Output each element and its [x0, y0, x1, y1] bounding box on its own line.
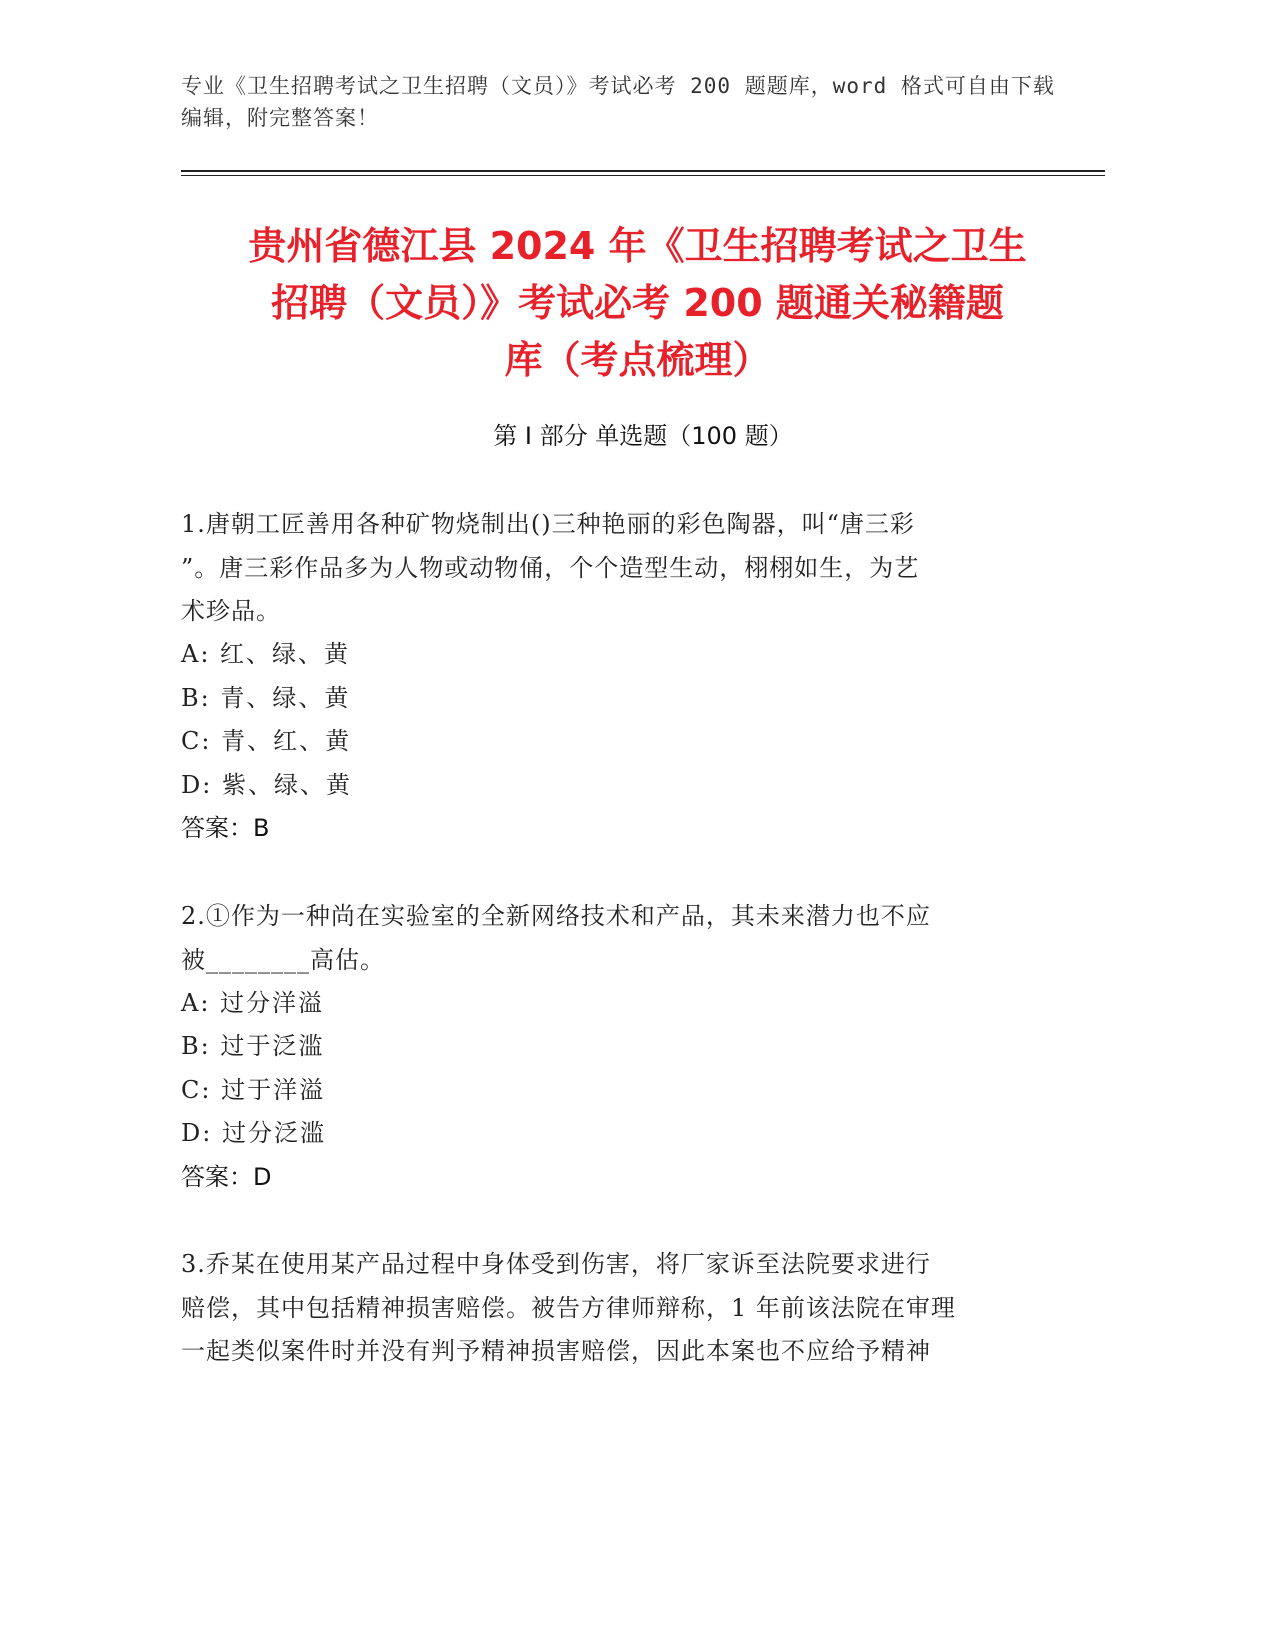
question-line: 3.乔某在使用某产品过程中身体受到伤害，将厂家诉至法院要求进行	[181, 1250, 931, 1278]
question-1-answer: 答案：B	[181, 814, 270, 842]
question-1-text	[181, 503, 1041, 634]
page-title	[160, 218, 1115, 389]
question-1-option-c: C: 青、红、黄	[181, 727, 352, 755]
question-line: ”。唐三彩作品多为人物或动物俑，个个造型生动，栩栩如生，为艺	[181, 553, 920, 582]
question-line: 被________高估。	[181, 945, 385, 974]
question-2-option-b: B: 过于泛滥	[181, 1032, 325, 1060]
question-3-text	[181, 1243, 1041, 1374]
question-2-option-a: A: 过分洋溢	[181, 989, 325, 1017]
question-line: 1.唐朝工匠善用各种矿物烧制出()三种艳丽的彩色陶器，叫“唐三彩	[181, 510, 915, 538]
title-line-3: 库（考点梳理）	[504, 338, 771, 382]
header-rule-thin	[181, 175, 1105, 176]
question-line: 2.①作为一种尚在实验室的全新网络技术和产品，其未来潜力也不应	[181, 902, 931, 930]
question-2-option-d: D: 过分泛滥	[181, 1119, 326, 1147]
question-1-option-a: A: 红、绿、黄	[181, 640, 351, 668]
question-line: 一起类似案件时并没有判予精神损害赔偿，因此本案也不应给予精神	[181, 1337, 931, 1365]
header-note: 专业《卫生招聘考试之卫生招聘（文员）》考试必考 200 题题库，word 格式可自由下载编辑，附完整答案！	[181, 74, 1055, 130]
question-1-option-d: D: 紫、绿、黄	[181, 771, 352, 799]
question-2-option-c: C: 过于洋溢	[181, 1076, 326, 1104]
section-heading: 第 I 部分 单选题（100 题）	[493, 422, 793, 450]
question-1-option-b: B: 青、绿、黄	[181, 684, 351, 712]
question-line: 赔偿，其中包括精神损害赔偿。被告方律师辩称，1 年前该法院在审理	[181, 1293, 956, 1322]
header-rule-thick	[181, 170, 1105, 172]
title-line-1: 贵州省德江县 2024 年《卫生招聘考试之卫生	[248, 224, 1027, 268]
question-2-text	[181, 895, 1041, 982]
question-line: 术珍品。	[181, 597, 281, 625]
question-2-answer: 答案：D	[181, 1163, 272, 1191]
title-line-2: 招聘（文员）》考试必考 200 题通关秘籍题	[271, 281, 1004, 325]
